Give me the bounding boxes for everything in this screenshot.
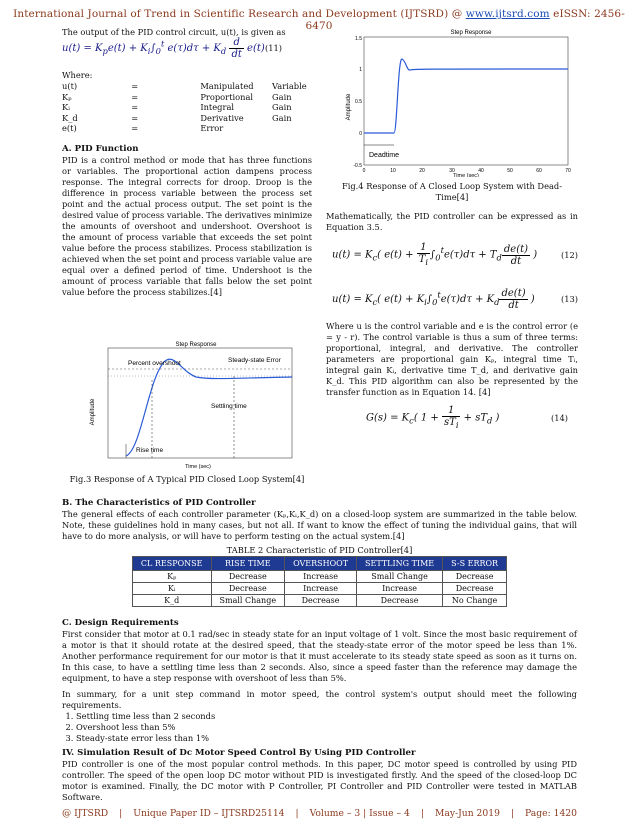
section-b-text: The general effects of each controller parameter (Kₚ,Kᵢ,K_d) on a closed-loop system are summarized in the table below. Note, these guidelines hold in many cases, but not all. If want to know the effect of tuning the individual gains, that will have to do more analysis, or will have to perform testing on the actual system.[4]	[62, 509, 577, 541]
section-b	[62, 498, 577, 607]
fig4-xtick: 40	[478, 168, 484, 174]
equation-12: $u(t) = K_c$( e(t) + $\frac{1}{T_i}$ $\int_0^te(\tau)d\tau + T_d$ $\frac{de(t)}{dt}$ ) (12)	[332, 242, 578, 267]
variable-desc: Integral	[200, 102, 235, 112]
table-header: CL RESPONSE	[132, 557, 211, 571]
controller-explanation: Where u is the control variable and e is the control error (e = y - r). The control variable is thus a sum of three terms: proportional, integral, and derivative. The controller parameters are proportional gain Kₚ, integral time Tᵢ, integral gain Kᵢ, derivative time T_d, and derivative gain K_d. This PID algorithm can also be represented by the transfer function as in Equation 14. [4]	[326, 321, 578, 397]
variable-row	[62, 102, 312, 113]
variable-eq: =	[131, 102, 139, 112]
table-cell: Kᵢ	[132, 583, 211, 595]
table-header: SETTLING TIME	[357, 557, 443, 571]
pid-function-text: PID is a control method or mode that has three functions or variables. The proportional action dampens process response. The integral corrects for droop. Droop is the difference in process variable between the process set point and the actual process output. The set point is the desired value of process variable. The derivatives minimize the amounts of overshoot and undershoot. Overshoot is the amount of process variable that exceeds the set point value before the process stabilizes. Process stabilization is achieved when the set point and process variable value are equal over a defined period of time. Undershoot is the amount of process variable that falls below the set point value before the process stabilizes.[4]	[62, 154, 312, 297]
footer-paper-id: Unique Paper ID – IJTSRD25114	[133, 808, 285, 819]
variable-sym: Kᵢ	[62, 102, 70, 112]
fig4-xtick: 60	[536, 168, 542, 174]
fig4-xlabel: Time (sec)	[453, 173, 479, 177]
figure-4	[336, 27, 576, 177]
section-a-heading: A. PID Function	[62, 143, 139, 154]
list-item: 3. Steady-state error less than 1%	[76, 733, 577, 744]
pid-characteristics-table	[132, 556, 507, 607]
fig3-title: Step Response	[175, 342, 217, 348]
fig4-xtick: 50	[507, 168, 513, 174]
fig4-ytick: 0	[359, 131, 362, 137]
table-cell: Increase	[285, 571, 357, 583]
footer-date: May-Jun 2019	[434, 808, 500, 819]
equation-13: $u(t) = K_c$( $e(t) + K_i\int_0^te(\tau)d\tau + K_d$ $\frac{de(t)}{dt}$ ) (13)	[332, 287, 578, 311]
fig3-sse-label: Steady-state Error	[228, 357, 281, 364]
footer-volume: Volume – 3 | Issue – 4	[309, 808, 410, 819]
fig4-xtick: 10	[390, 168, 396, 174]
footer-page: Page: 1420	[525, 808, 577, 819]
section-c-text-1: First consider that motor at 0.1 rad/sec in steady state for an input voltage of 1 volt. Since the most basic requirement of a motor is that it should rotate at the desired speed, that the steady-state error of the motor speed be less than 1%. Another performance requirement for our motor is that it must accelerate to its steady state speed as soon as it turns on. In this case, to have a settling time less than 2 seconds. Also, since a speed faster than the reference may damage the equipment, to have a step response with overshoot of less than 5%.	[62, 629, 577, 683]
table-header: S-S ERROR	[443, 557, 507, 571]
variable-eq: =	[131, 91, 139, 102]
fig4-deadtime-label: Deadtime	[369, 152, 399, 159]
variable-desc: Manipulated	[200, 81, 254, 91]
eissn: eISSN: 2456-6470	[305, 8, 625, 32]
table-caption: TABLE 2 Characteristic of PID Controller[4]	[226, 545, 413, 555]
fig3-ylabel: Amplitude	[90, 398, 96, 426]
requirements-list	[62, 711, 577, 744]
variable-kind: Variable	[272, 81, 307, 91]
table-cell: Decrease	[357, 595, 443, 607]
journal-name: International Journal of Trend in Scientific Research and Development (IJTSRD) @	[13, 8, 463, 20]
fig3-rise-label: Rise time	[136, 447, 164, 454]
variable-row	[62, 113, 312, 124]
fig3-settling-label: Settling time	[211, 403, 247, 410]
fig4-xtick: 70	[565, 168, 571, 174]
journal-url-link[interactable]: www.ijtsrd.com	[465, 8, 550, 20]
variable-eq: =	[131, 123, 139, 133]
variable-sym: K_d	[62, 112, 78, 123]
section-iv-heading: IV. Simulation Result of Dc Motor Speed Control By Using PID Controller	[62, 748, 416, 758]
fig4-xtick: 30	[449, 168, 455, 174]
variable-eq: =	[131, 81, 139, 91]
table-row	[132, 571, 506, 583]
eq12-number: (12)	[560, 249, 578, 260]
eq11-number: (11)	[264, 42, 282, 53]
page-footer: @ IJTSRD | Unique Paper ID – IJTSRD25114 | Volume – 3 | Issue – 4 | May-Jun 2019 | Page: 1420	[62, 808, 577, 819]
variable-row	[62, 92, 312, 103]
left-column	[62, 27, 312, 298]
fig4-ytick: 1	[359, 67, 362, 73]
table-cell: Kₚ	[132, 571, 211, 583]
fig4-ytick: 0.5	[355, 99, 362, 105]
fig4-xtick: 20	[419, 168, 425, 174]
variable-desc: Derivative	[200, 112, 244, 123]
figure-4-plot	[336, 27, 576, 177]
table-cell: Decrease	[211, 583, 285, 595]
variable-row	[62, 123, 312, 134]
table-cell: Decrease	[443, 571, 507, 583]
fig4-ytick: 1.5	[355, 36, 362, 42]
right-column	[326, 181, 578, 438]
table-header: RISE TIME	[211, 557, 285, 571]
variable-sym: Kₚ	[62, 91, 72, 102]
section-c	[62, 618, 577, 803]
section-c-text-2: In summary, for a unit step command in motor speed, the control system's output should meet the following requirements.	[62, 689, 577, 710]
fig4-ytick: -0.5	[353, 163, 362, 169]
fig4-title: Step Response	[450, 30, 492, 36]
variable-kind	[272, 123, 312, 134]
table-cell: K_d	[132, 595, 211, 607]
table-row	[132, 595, 506, 607]
table-cell: Decrease	[285, 595, 357, 607]
variable-kind: Gain	[272, 102, 292, 112]
section-iv-text: PID controller is one of the most popular control methods. In this paper, DC motor speed is controlled by using PID controller. The speed of the open loop DC motor without PID is investigated firstly. And the speed of the closed-loop DC motor is examined. Finally, the DC motor with P Controller, PI Controller and PID Controller were tested in MATLAB Software.	[62, 759, 577, 802]
fig4-ylabel: Amplitude	[346, 93, 352, 121]
table-cell: Increase	[357, 583, 443, 595]
section-c-heading: C. Design Requirements	[62, 618, 179, 628]
table-cell: Decrease	[443, 583, 507, 595]
math-intro: Mathematically, the PID controller can be expressed as in Equation 3.5.	[326, 211, 578, 232]
variable-kind: Gain	[272, 112, 292, 123]
table-cell: Decrease	[211, 571, 285, 583]
table-cell: Small Change	[211, 595, 285, 607]
variable-sym: e(t)	[62, 123, 77, 133]
variable-eq: =	[131, 112, 139, 123]
fig3-xlabel: Time (sec)	[185, 464, 211, 470]
list-item: 1. Settling time less than 2 seconds	[76, 711, 577, 722]
table-cell: Small Change	[357, 571, 443, 583]
variable-desc: Error	[200, 123, 224, 133]
variable-table	[62, 81, 312, 134]
table-row	[132, 583, 506, 595]
eq14-number: (14)	[550, 412, 568, 423]
variable-desc: Proportional	[200, 91, 254, 102]
footer-journal: @ IJTSRD	[62, 808, 109, 819]
equation-11: $u(t) = K_pe(t) + K_i\int_0^t$ $e(\tau)d\tau + K_d$ $\frac{d}{dt}$ e(t) (11)	[62, 36, 282, 60]
where-label: Where:	[62, 70, 93, 80]
figure-3	[86, 340, 296, 472]
section-b-heading: B. The Characteristics of PID Controller	[62, 498, 256, 508]
figure-3-plot	[86, 340, 296, 472]
list-item: 2. Overshoot less than 5%	[76, 722, 577, 733]
eq13-number: (13)	[560, 293, 578, 304]
variable-kind: Gain	[272, 91, 292, 102]
fig4-xtick: 0	[362, 168, 366, 174]
fig3-caption: Fig.3 Response of A Typical PID Closed Loop System[4]	[69, 474, 305, 484]
table-cell: Increase	[285, 583, 357, 595]
fig4-caption: Fig.4 Response of A Closed Loop System with Dead-Time[4]	[341, 181, 563, 202]
table-cell: No Change	[443, 595, 507, 607]
fig3-overshoot-label: Percent overshoot	[128, 360, 181, 367]
intro-text: The output of the PID control circuit, u(t), is given as	[62, 27, 286, 37]
table-header: OVERSHOOT	[285, 557, 357, 571]
equation-14: $G(s) = K_c$( 1 + $\frac{1}{sT_i}$ + $sT_d$ ) (14)	[366, 405, 568, 430]
variable-row	[62, 81, 312, 92]
variable-sym: u(t)	[62, 81, 78, 91]
